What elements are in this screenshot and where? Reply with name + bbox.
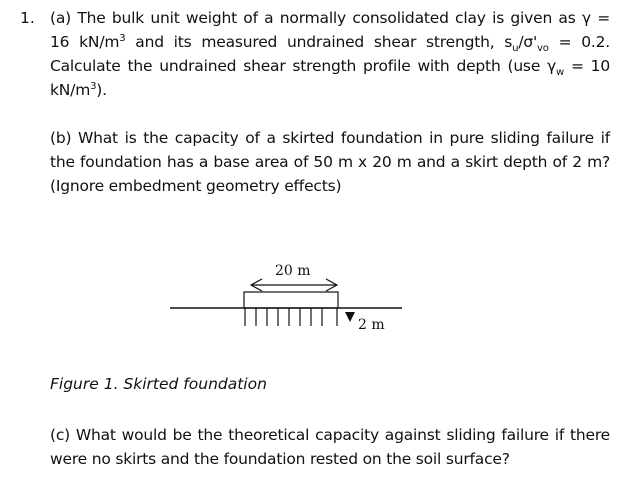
part-c-text: (c) What would be the theoretical capacity against sliding failure if there were no skirts and the foundation rested on the soil surface?: [50, 426, 610, 468]
width-label: 20 m: [275, 263, 311, 279]
part-b-text: (b) What is the capacity of a skirted foundation in pure sliding failure if the foundation has a base area of 50 m x 20 m and a skirt depth of 2 m? (Ignore embedment geometry effects): [50, 129, 610, 195]
part-a-text: (a) The bulk unit weight of a normally consolidated clay is given as γ = 16 $kN/m^3$ and its measured undrained shear strength, $s_u/\sigma'_{vo} = 0.2$. Calculate the undrained shear strength profile with depth (use $\gamma_w = 10$ $kN/m^3$).: [50, 9, 610, 99]
question-number: 1.: [20, 9, 35, 27]
depth-label: 2 m: [358, 317, 385, 333]
depth-arrow: [345, 312, 355, 322]
skirts: [245, 308, 337, 326]
foundation-plate: [244, 292, 338, 308]
figure-caption: Figure 1. Skirted foundation: [50, 375, 267, 393]
